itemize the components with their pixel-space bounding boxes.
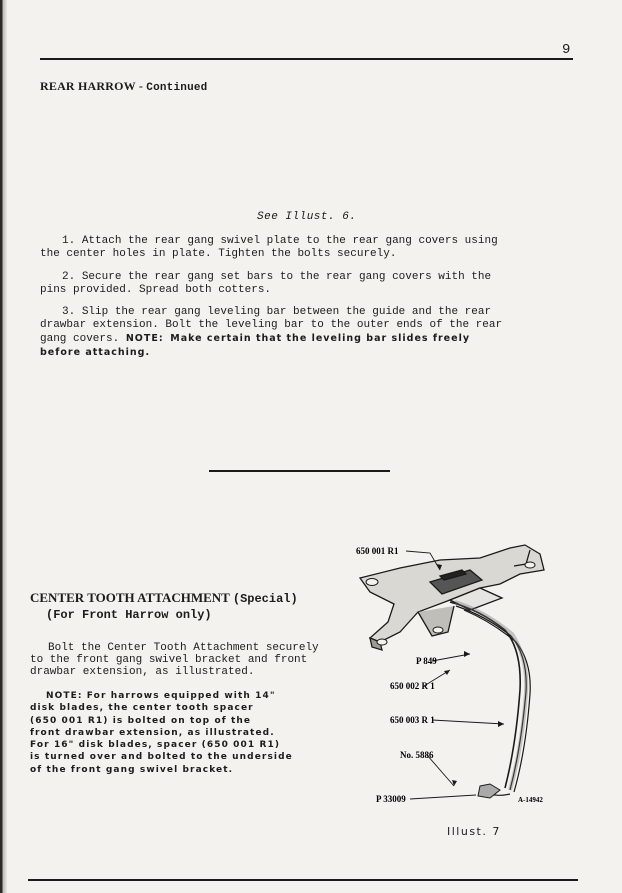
instruction-line: drawbar extension, as illustrated. bbox=[30, 666, 255, 678]
step-text: Secure the rear gang set bars to the rear gang covers with the bbox=[81, 271, 492, 283]
illustration-ref-number: A-14942 bbox=[518, 796, 543, 804]
spring-tooth-drawing bbox=[450, 602, 530, 795]
note-text: before attaching. bbox=[40, 347, 151, 358]
illustration-caption: Illust. 7 bbox=[447, 825, 501, 838]
part-label-650-003-r1: 650 003 R 1 bbox=[390, 715, 435, 725]
part-label-no-5886: No. 5886 bbox=[400, 750, 434, 760]
heading-separator: - bbox=[138, 79, 144, 93]
swivel-bracket-drawing bbox=[360, 545, 544, 650]
note-line: front drawbar extension, as illustrated. bbox=[30, 727, 275, 738]
instruction-line: to the front gang swivel bracket and front bbox=[30, 654, 308, 666]
step-number: 3. bbox=[62, 306, 76, 318]
note-text: Make certain that the leveling bar slides freely bbox=[170, 333, 471, 344]
note-label: NOTE: bbox=[125, 333, 164, 344]
center-tooth-illustration bbox=[330, 540, 590, 820]
step-2 bbox=[40, 271, 560, 297]
attachment-note bbox=[30, 690, 340, 776]
heading-continued: Continued bbox=[146, 82, 208, 94]
mid-divider bbox=[209, 470, 390, 472]
step-number: 2. bbox=[62, 271, 76, 283]
step-1 bbox=[40, 235, 560, 261]
note-line: of the front gang swivel bracket. bbox=[30, 764, 234, 775]
step-text: the center holes in plate. Tighten the bolts securely. bbox=[40, 248, 397, 260]
part-label-p849: P 849 bbox=[416, 656, 437, 666]
step-number: 1. bbox=[62, 235, 76, 247]
attachment-subtitle: (For Front Harrow only) bbox=[46, 608, 212, 622]
note-line: disk blades, the center tooth spacer bbox=[30, 703, 254, 714]
page-number: 9 bbox=[562, 42, 571, 58]
attachment-special: (Special) bbox=[232, 592, 298, 606]
part-label-650-002-r1: 650 002 R 1 bbox=[390, 681, 435, 691]
part-label-p33009: P 33009 bbox=[376, 794, 406, 804]
step-text: Slip the rear gang leveling bar between the guide and the rear bbox=[81, 306, 492, 318]
see-illustration-ref: See Illust. 6. bbox=[257, 211, 357, 223]
instruction-line: Bolt the Center Tooth Attachment securely bbox=[48, 642, 319, 654]
note-line: (650 001 R1) is bolted on top of the bbox=[30, 715, 252, 726]
note-line: is turned over and bolted to the underside bbox=[30, 752, 293, 763]
top-rule bbox=[40, 58, 573, 60]
step-text: gang covers. bbox=[40, 333, 120, 345]
step-text: drawbar extension. Bolt the leveling bar to the outer ends of the rear bbox=[40, 319, 503, 331]
attachment-instructions bbox=[30, 642, 350, 678]
section-heading bbox=[40, 79, 207, 94]
bottom-rule bbox=[28, 879, 578, 881]
step-text: pins provided. Spread both cotters. bbox=[40, 284, 272, 296]
attachment-title: CENTER TOOTH ATTACHMENT bbox=[30, 590, 230, 605]
note-line: NOTE: For harrows equipped with 14" bbox=[46, 691, 276, 701]
attachment-heading bbox=[30, 590, 298, 623]
page-binding-edge bbox=[0, 0, 7, 893]
heading-title: REAR HARROW bbox=[40, 79, 136, 93]
step-text: Attach the rear gang swivel plate to the rear gang covers using bbox=[81, 235, 498, 247]
step-3 bbox=[40, 306, 560, 360]
part-label-650-001-r1: 650 001 R1 bbox=[356, 546, 399, 556]
tooth-point-drawing bbox=[478, 784, 500, 798]
note-line: For 16" disk blades, spacer (650 001 R1) bbox=[30, 740, 281, 751]
